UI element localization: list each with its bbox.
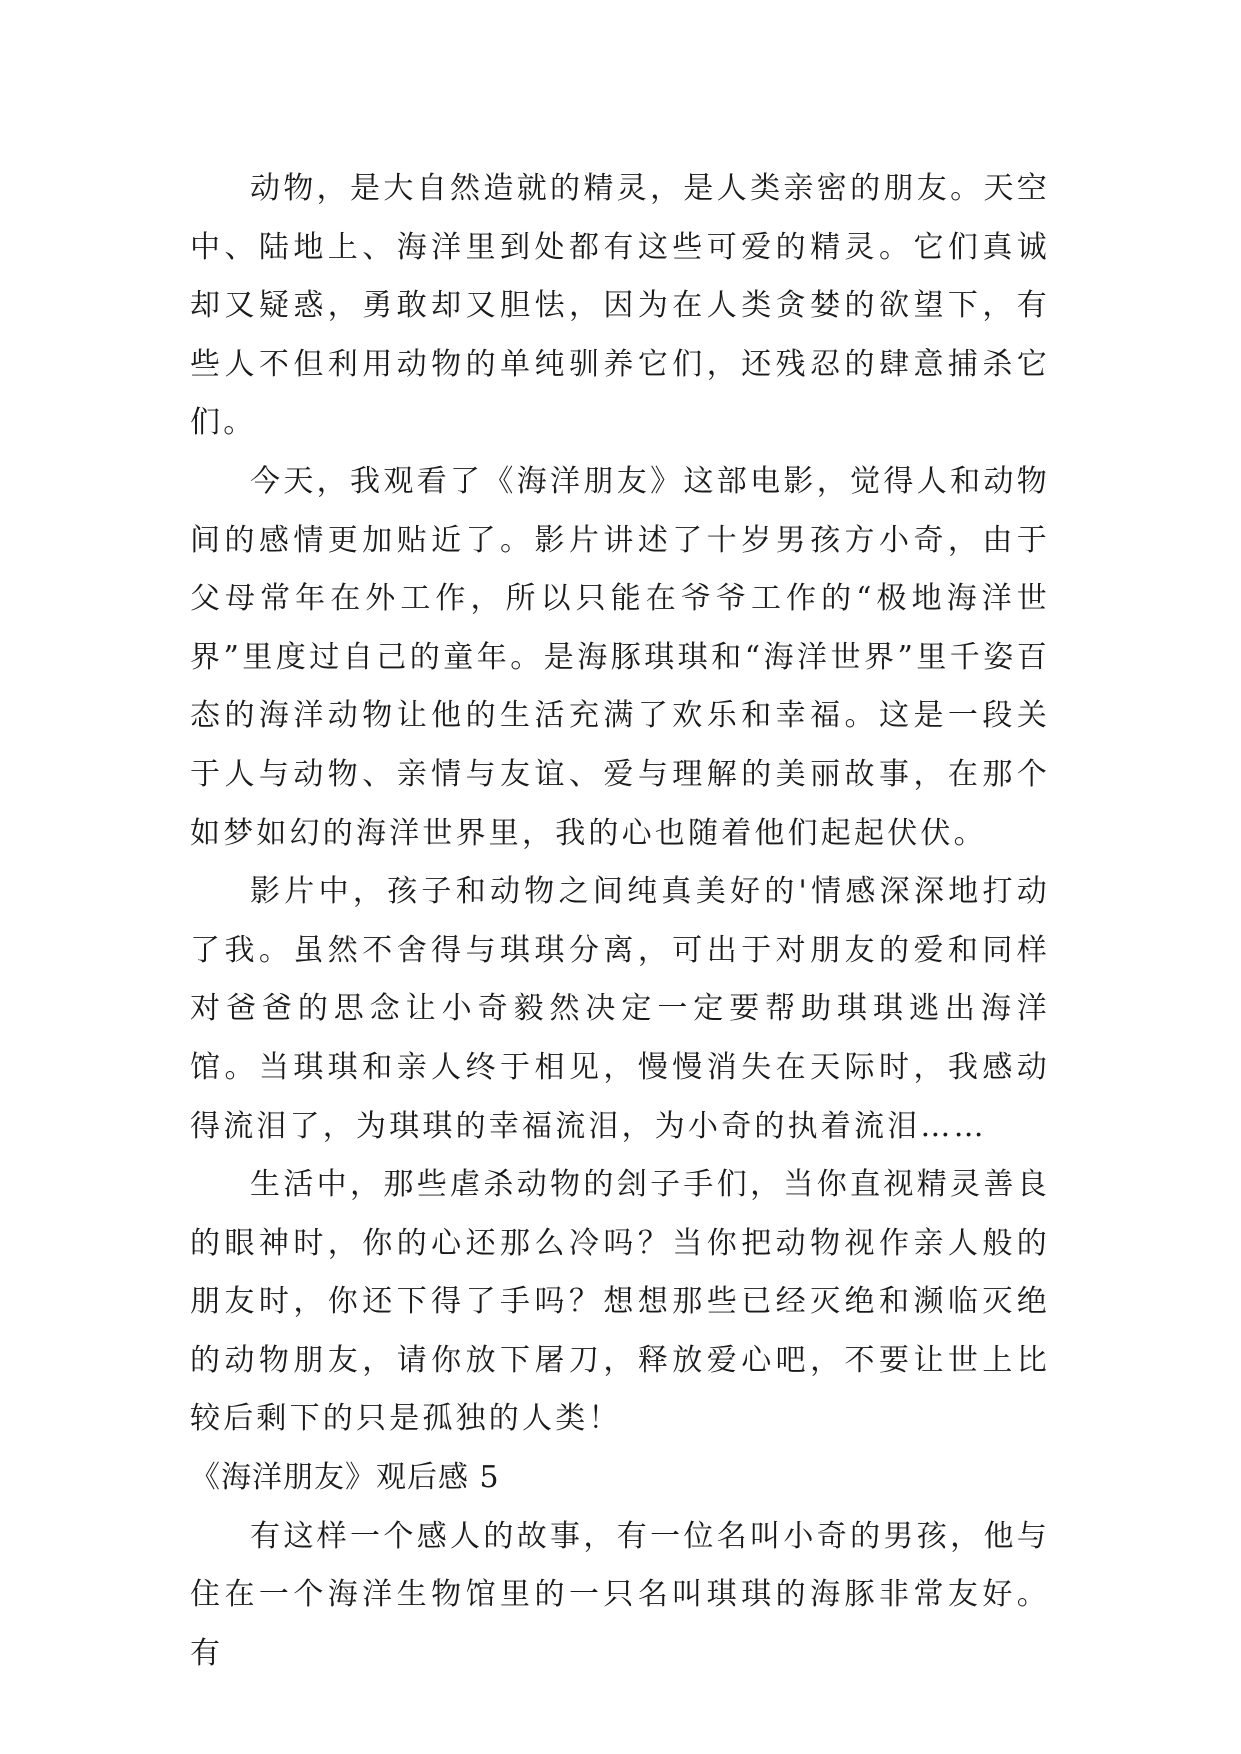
paragraph-2: 今天，我观看了《海洋朋友》这部电影，觉得人和动物间的感情更加贴近了。影片讲述了十岁男孩方小奇，由于父母常年在外工作，所以只能在爷爷工作的“极地海洋世界”里度过自己的童年。是海豚琪琪和“海洋世界”里千姿百态的海洋动物让他的生活充满了欢乐和幸福。这是一段关于人与动物、亲情与友谊、爱与理解的美丽故事，在那个如梦如幻的海洋世界里，我的心也随着他们起起伏伏。 bbox=[190, 463, 1050, 851]
document-body bbox=[190, 160, 1050, 1683]
paragraph-3: 影片中，孩子和动物之间纯真美好的'情感深深地打动了我。虽然不舍得与琪琪分离，可出于对朋友的爱和同样对爸爸的思念让小奇毅然决定一定要帮助琪琪逃出海洋馆。当琪琪和亲人终于相见，慢慢消失在天际时，我感动得流泪了，为琪琪的幸福流泪，为小奇的执着流泪…… bbox=[190, 874, 1050, 1144]
paragraph-1: 动物，是大自然造就的精灵，是人类亲密的朋友。天空中、陆地上、海洋里到处都有这些可爱的精灵。它们真诚却又疑惑，勇敢却又胆怯，因为在人类贪婪的欲望下，有些人不但利用动物的单纯驯养它们，还残忍的肆意捕杀它们。 bbox=[190, 171, 1050, 441]
section-heading: 《海洋朋友》观后感 5 bbox=[190, 1460, 500, 1496]
paragraph-4: 生活中，那些虐杀动物的刽子手们，当你直视精灵善良的眼神时，你的心还那么冷吗？当你把动物视作亲人般的朋友时，你还下得了手吗？想想那些已经灭绝和濒临灭绝的动物朋友，请你放下屠刀，释放爱心吧，不要让世上比较后剩下的只是孤独的人类！ bbox=[190, 1167, 1050, 1437]
section-paragraph: 有这样一个感人的故事，有一位名叫小奇的男孩，他与住在一个海洋生物馆里的一只名叫琪琪的海豚非常友好。有 bbox=[190, 1518, 1050, 1671]
